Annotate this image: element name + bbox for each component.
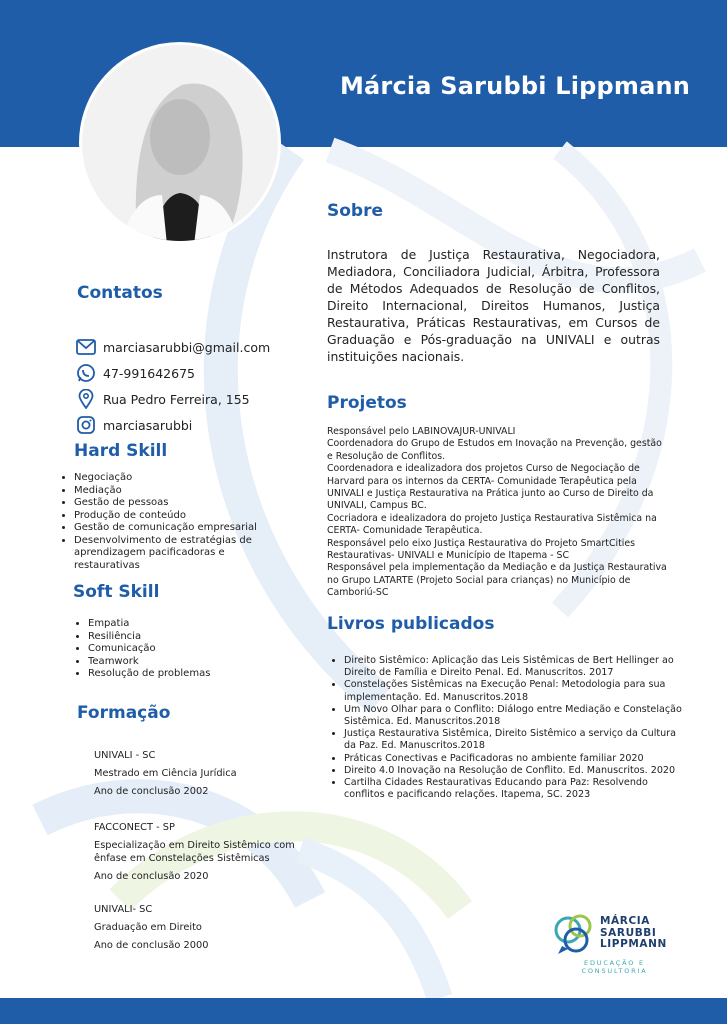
whatsapp-icon — [75, 362, 97, 384]
education-course: Especialização em Direito Sistêmico com ênfase em Constelações Sistêmicas — [94, 840, 295, 864]
education-year: Ano de conclusão 2000 — [94, 940, 209, 951]
project-item: Responsável pela implementação da Mediação e da Justiça Restaurativa no Grupo LATARTE (Projeto Social para crianças) no Município de Camboriú-SC — [327, 562, 667, 599]
contact-phone[interactable] — [75, 362, 195, 384]
soft-skill-heading: Soft Skill — [73, 582, 160, 602]
email-icon — [75, 336, 97, 358]
profile-photo — [79, 42, 281, 244]
list-item: • Teamwork — [88, 656, 288, 669]
soft-skill-list — [74, 618, 288, 681]
logo-mark-icon — [552, 912, 598, 956]
education-course: Mestrado em Ciência Jurídica — [94, 768, 237, 779]
list-item: • Gestão de pessoas — [74, 497, 289, 510]
contact-email[interactable] — [75, 336, 270, 358]
list-item: • Resiliência — [88, 631, 288, 644]
education-year: Ano de conclusão 2002 — [94, 786, 209, 797]
book-item: • Direito 4.0 Inovação na Resolução de Conflito. Ed. Manuscritos. 2020 — [344, 765, 689, 777]
list-item: • Gestão de comunicação empresarial — [74, 522, 289, 535]
instagram-icon — [75, 414, 97, 436]
book-item: • Justiça Restaurativa Sistêmica, Direito Sistêmico a serviço da Cultura da Paz. Ed. Manuscritos.2018 — [344, 728, 689, 752]
list-item: • Desenvolvimento de estratégias de aprendizagem pacificadoras e restaurativas — [74, 535, 289, 573]
list-item: • Produção de conteúdo — [74, 510, 289, 523]
book-item: • Um Novo Olhar para o Conflito: Diálogo entre Mediação e Constelação Sistêmica. Ed. Manuscritos.2018 — [344, 704, 689, 728]
project-item: Coordenadora e idealizadora dos projetos Curso de Negociação de Harvard para os internos da CERTA- Comunidade Terapêutica pela UNIVALI e Justiça Restaurativa na Prática junto ao Curso de Direito da UNIVALI, Campus BC. — [327, 463, 654, 512]
projetos-heading: Projetos — [327, 393, 407, 413]
list-item: • Resolução de problemas — [88, 668, 288, 681]
hard-skill-heading: Hard Skill — [74, 441, 168, 461]
sobre-heading: Sobre — [327, 201, 384, 221]
education-item — [94, 749, 304, 798]
location-pin-icon — [75, 388, 97, 410]
list-item: • Mediação — [74, 485, 289, 498]
hard-skill-list — [60, 472, 289, 572]
book-item: • Constelações Sistêmicas na Execução Penal: Metodologia para sua implementação. Ed. Manuscritos.2018 — [344, 679, 689, 703]
project-item: Responsável pelo LABINOVAJUR-UNIVALI — [327, 426, 516, 437]
logo-tagline: EDUCAÇÃO E CONSULTORIA — [581, 959, 648, 975]
formacao-heading: Formação — [77, 703, 171, 723]
book-item: • Direito Sistêmico: Aplicação das Leis Sistêmicas de Bert Hellinger ao Direito de Família e Direito Penal. Ed. Manuscritos. 2017 — [344, 655, 689, 679]
list-item: • Comunicação — [88, 643, 288, 656]
sobre-text: Instrutora de Justiça Restaurativa, Negociadora, Mediadora, Conciliadora Judicial, Árbitra, Professora de Métodos Adequados de Resolução de Conflitos, Direito Internacional, Direitos Humanos, Justiça Restaurativa, Práticas Restaurativas, em Cursos de Graduação e Pós-graduação na UNIVALI e outras instituições nacionais. — [327, 247, 660, 364]
education-year: Ano de conclusão 2020 — [94, 871, 209, 882]
livros-list — [330, 655, 689, 801]
candidate-name: Márcia Sarubbi Lippmann — [339, 72, 691, 100]
project-item: Coordenadora do Grupo de Estudos em Inovação na Prevenção, gestão e Resolução de Conflitos. — [327, 438, 662, 462]
project-item: Responsável pelo eixo Justiça Restaurativa do Projeto SmartCities Restaurativas- UNIVALI e Município de Itapema - SC — [327, 537, 636, 562]
instagram-text: marciasarubbi — [103, 417, 193, 433]
contact-address — [75, 388, 250, 410]
phone-text: 47-991642675 — [103, 365, 195, 381]
list-item: • Negociação — [74, 472, 289, 485]
book-item: • Práticas Conectivas e Pacificadoras no ambiente familiar 2020 — [344, 753, 689, 765]
contact-instagram[interactable] — [75, 414, 192, 436]
livros-heading: Livros publicados — [327, 614, 495, 634]
list-item: • Empatia — [88, 618, 288, 631]
address-text: Rua Pedro Ferreira, 155 — [103, 391, 250, 407]
brand-logo — [552, 910, 677, 975]
education-item — [94, 821, 304, 883]
footer-band — [0, 998, 727, 1024]
education-course: Graduação em Direito — [94, 922, 202, 933]
education-institution: FACCONECT - SP — [94, 822, 175, 833]
email-text: marciasarubbi@gmail.com — [103, 339, 271, 355]
projetos-list — [327, 426, 667, 600]
book-item: • Cartilha Cidades Restaurativas Educando para Paz: Resolvendo conflitos e pacificando relações. Itapema, SC. 2023 — [344, 777, 689, 801]
education-item — [94, 903, 304, 952]
project-item: Cocriadora e idealizadora do projeto Justiça Restaurativa Sistêmica na CERTA- Comunidade Terapêutica. — [327, 512, 657, 537]
contatos-heading: Contatos — [77, 283, 163, 303]
portrait-image — [82, 45, 278, 241]
logo-name: MÁRCIA SARUBBI LIPPMANN — [600, 915, 667, 950]
education-institution: UNIVALI - SC — [94, 750, 156, 761]
education-institution: UNIVALI- SC — [94, 904, 153, 915]
